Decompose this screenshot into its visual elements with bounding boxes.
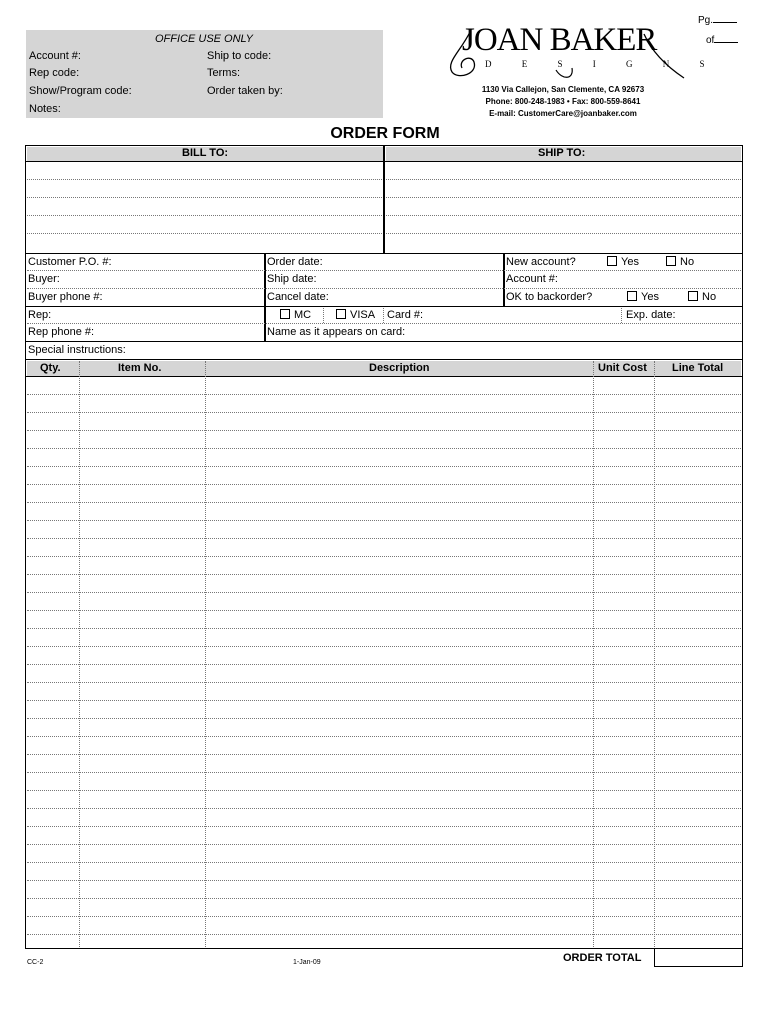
item-row-rule [27,898,741,899]
item-row-rule [27,574,741,575]
bill-to-label: BILL TO: [182,147,229,159]
item-row-rule [27,718,741,719]
backorder-label: OK to backorder? [506,291,593,303]
customer-po-label: Customer P.O. #: [28,256,112,268]
checkbox-icon[interactable] [607,256,617,266]
special-instructions-label: Special instructions: [28,344,126,356]
exp-date-label: Exp. date: [626,309,676,321]
company-address: 1130 Via Callejon, San Clemente, CA 92673 [481,85,645,94]
payment-divider [264,306,266,342]
payment-row-rule [27,323,741,324]
item-row-rule [27,664,741,665]
backorder-no-option[interactable]: No [688,291,716,304]
address-header-rule [25,161,743,162]
item-row-rule [27,448,741,449]
item-row-rule [27,502,741,503]
item-row-rule [27,628,741,629]
payment-col-rule [383,308,384,323]
item-row-rule [27,682,741,683]
checkbox-icon[interactable] [688,291,698,301]
ship-to-line[interactable] [386,197,741,198]
ship-to-line[interactable] [386,215,741,216]
item-row-rule [27,862,741,863]
new-account-label: New account? [506,256,576,268]
bill-to-line[interactable] [27,197,382,198]
office-use-title: OFFICE USE ONLY [155,33,254,45]
item-row-rule [27,844,741,845]
company-phone-fax: Phone: 800-248-1983 • Fax: 800-559-8641 [485,97,641,106]
company-email: E-mail: CustomerCare@joanbaker.com [489,109,637,118]
office-account-label: Account #: [29,50,81,62]
new-account-no-option[interactable]: No [666,256,694,269]
logo-subtitle: D E S I G N S [485,59,719,69]
details-divider-1 [264,253,266,307]
rep-phone-label: Rep phone #: [28,326,95,338]
item-row-rule [27,610,741,611]
page-of-label: of [706,34,738,47]
details-row-rule [27,270,741,271]
item-row-rule [27,772,741,773]
backorder-yes-option[interactable]: Yes [627,291,659,304]
visa-option[interactable]: VISA [336,309,375,322]
item-row-rule [27,934,741,935]
new-account-yes-option[interactable]: Yes [607,256,639,269]
item-row-rule [27,808,741,809]
form-revision-date: 1-Jan-09 [293,959,321,966]
col-line-total-header: Line Total [672,362,724,374]
bill-to-line[interactable] [27,233,382,234]
item-table-header-rule [25,376,743,377]
item-row-rule [27,646,741,647]
payment-col-rule [621,308,622,323]
item-row-rule [27,790,741,791]
item-row-rule [27,592,741,593]
form-code: CC-2 [27,959,44,966]
cancel-date-label: Cancel date: [267,291,329,303]
checkbox-icon[interactable] [336,309,346,319]
item-row-rule [27,394,741,395]
item-row-rule [27,754,741,755]
checkbox-icon[interactable] [280,309,290,319]
card-number-label: Card #: [387,309,424,321]
office-rep-code-label: Rep code: [29,67,80,79]
mc-option[interactable]: MC [280,309,311,322]
ship-to-line[interactable] [386,179,741,180]
logo-wordmark: JOAN BAKER [462,22,657,58]
item-row-rule [27,520,741,521]
office-terms-label: Terms: [207,67,240,79]
col-description-header: Description [369,362,430,374]
details-divider-2 [503,253,505,307]
item-row-rule [27,538,741,539]
ship-to-line[interactable] [386,233,741,234]
account-number-label: Account #: [506,273,558,285]
item-row-rule [27,430,741,431]
item-row-rule [27,736,741,737]
ship-to-label: SHIP TO: [538,147,586,159]
checkbox-icon[interactable] [666,256,676,266]
col-unit-cost-header: Unit Cost [598,362,647,374]
item-row-rule [27,484,741,485]
ship-date-label: Ship date: [267,273,317,285]
office-order-taken-label: Order taken by: [207,85,283,97]
page-number-label: Pg. [698,14,737,27]
item-row-rule [27,412,741,413]
item-row-rule [27,826,741,827]
col-item-no-header: Item No. [118,362,162,374]
rep-label: Rep: [28,309,52,321]
buyer-phone-label: Buyer phone #: [28,291,103,303]
office-show-program-label: Show/Program code: [29,85,132,97]
checkbox-icon[interactable] [627,291,637,301]
bill-to-line[interactable] [27,179,382,180]
item-row-rule [27,916,741,917]
buyer-label: Buyer: [28,273,60,285]
details-row-rule [27,288,741,289]
bill-to-line[interactable] [27,215,382,216]
order-total-label: ORDER TOTAL [563,952,642,964]
special-instructions-box [25,341,743,360]
item-row-rule [27,466,741,467]
payment-col-rule [323,308,324,323]
item-row-rule [27,700,741,701]
item-row-rule [27,880,741,881]
office-ship-to-code-label: Ship to code: [207,50,272,62]
col-qty-header: Qty. [40,362,61,374]
office-notes-label: Notes: [29,103,61,115]
order-date-label: Order date: [267,256,323,268]
order-total-field[interactable] [654,948,743,967]
item-row-rule [27,556,741,557]
name-on-card-label: Name as it appears on card: [267,326,406,338]
form-title: ORDER FORM [330,125,440,142]
